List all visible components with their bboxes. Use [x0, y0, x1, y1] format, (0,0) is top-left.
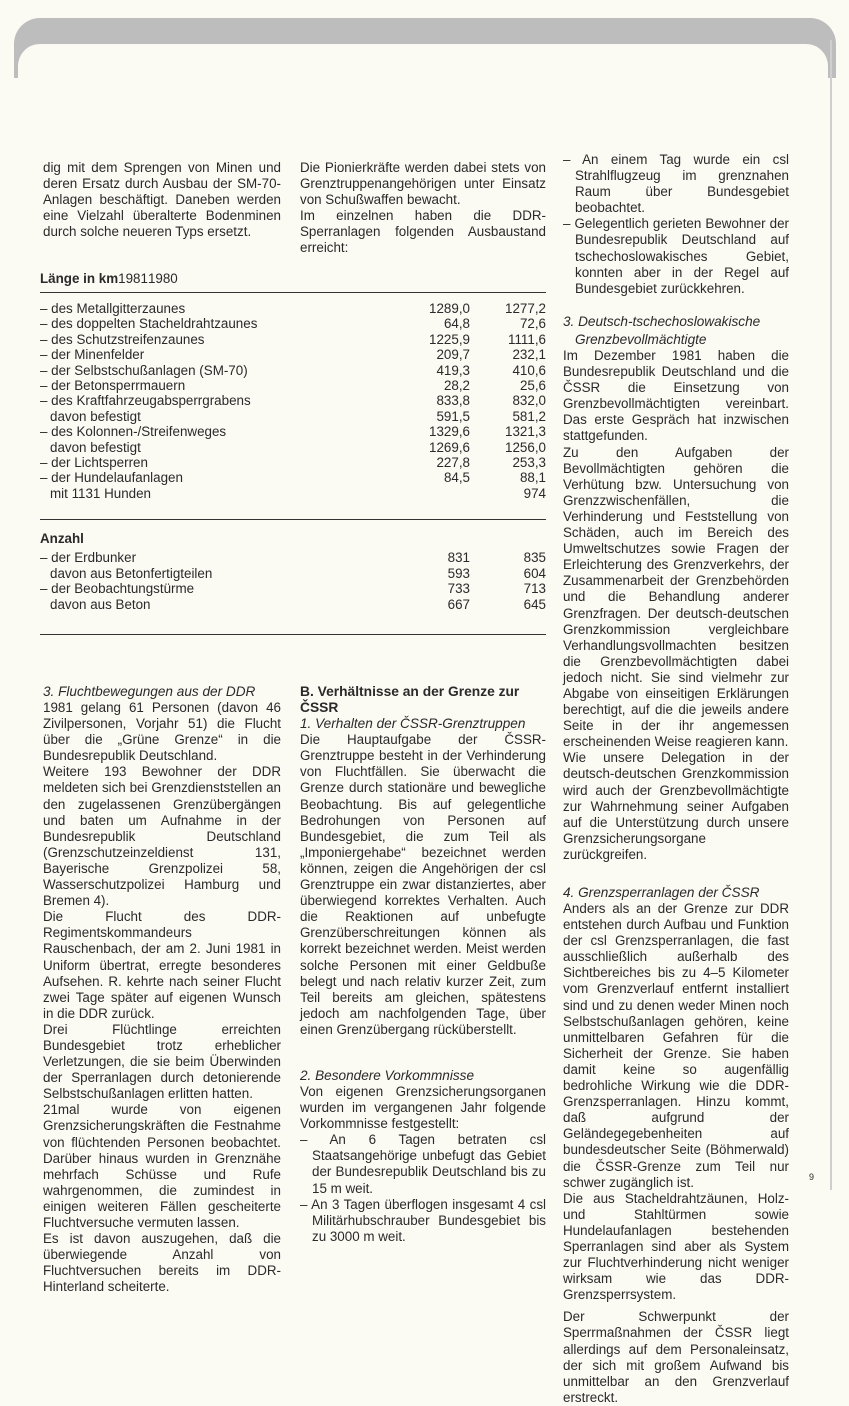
value-1981: 1289,0 — [429, 301, 470, 316]
col2-top-text — [300, 160, 546, 257]
paragraph: Es ist davon auszugehen, daß die überwiegende Anzahl von Fluchtversuchen bereits im DDR-Hinterland scheiterte. — [43, 1231, 281, 1295]
value-1981: 831 — [447, 550, 470, 566]
value-1981: 1269,6 — [429, 439, 470, 455]
row-label: – der Betonsperrmauern — [40, 378, 186, 394]
divider — [40, 292, 546, 293]
value-1980: 1277,2 — [505, 301, 546, 316]
page-number: 9 — [809, 1172, 815, 1182]
paragraph: Zu den Aufgaben der Bevollmächtigten gehören die Verhütung bzw. Untersuchung von Grenzzwischenfällen, die Verhinderung und Feststellung von Schäden, auch im Bereich des Umweltschutzes sowie Fragen der Erleichterung des Grenzverkehrs, der Zusammenarbeit der Grenzbehörden und die Behandlung anderer Grenzfragen. Der deutsch-deutschen Grenzkommission vergleichbare Verhandlungsvollmachten besitzen die Grenzbevollmächtigten dabei jedoch nicht. Sie sind vielmehr zur Abgabe von einseitigen Erklärungen berechtigt, auf die die jeweils andere Seite in der ihr angemessen erscheinenden Weise reagieren kann. — [563, 444, 789, 750]
row-label: – des Metallgitterzaunes — [40, 301, 186, 316]
list-item: – An einem Tag wurde ein csl Strahlflugzeug im grenznahen Raum über Bundesgebiet beobachtet. — [563, 152, 789, 216]
col1-top-text — [43, 160, 281, 240]
paragraph: Die Pionierkräfte werden dabei stets von Grenztruppenangehörigen unter Einsatz von Schußwaffen bewacht. — [300, 160, 546, 208]
subsection-heading: 2. Besondere Vorkommnisse — [300, 1067, 475, 1083]
section-title: Anzahl — [40, 530, 84, 546]
column-header-1980: 1980 — [147, 270, 178, 286]
row-label: – des doppelten Stacheldrahtzaunes — [40, 316, 258, 332]
section-heading: Grenzbevollmächtigte — [575, 332, 707, 347]
paragraph: Die Hauptaufgabe der ČSSR-Grenztruppe besteht in der Verhinderung von Fluchtfällen. Sie überwacht die Grenze durch stationäre und bewegliche Beobachtung. Bis auf gelegentliche Bedrohungen von Personen auf Bundesgebiet, die zum Teil als „Imponiergehabe“ bezeichnet werden können, zeigen die Angehörigen der csl Grenztruppe ein zwar distanziertes, aber überwiegend korrektes Verhalten. Auch die Reaktionen auf unbefugte Grenzüberschreitungen können als korrekt bezeichnet werden. Meist werden solche Personen mit einer Geldbuße belegt und nach relativ kurzer Zeit, zum Teil bereits am gleichen, spätestens jedoch am nachfolgenden Tage, über einen Grenzübergang rücküberstellt. — [300, 732, 546, 1037]
paragraph: dig mit dem Sprengen von Minen und deren Ersatz durch Ausbau der SM-70-Anlagen beschäftigt. Daneben werden eine Vielzahl überalterte Bodenminen durch solche neueren Typs ersetzt. — [43, 160, 281, 240]
row-label: – der Minenfelder — [40, 347, 145, 363]
list-item: – Gelegentlich gerieten Bewohner der Bundesrepublik Deutschland auf tschechoslowakisches Gebiet, konnten aber in der Regel auf Bundesgebiet zurückkehren. — [563, 216, 789, 296]
paragraph: Im einzelnen haben die DDR-Sperranlagen folgenden Ausbaustand erreicht: — [300, 208, 546, 256]
table-row — [40, 393, 546, 408]
row-label: – des Kraftfahrzeugabsperrgrabens — [40, 393, 251, 409]
paragraph: Drei Flüchtlinge erreichten Bundesgebiet trotz erheblicher Verletzungen, die sie beim Überwinden der Sperranlagen durch detonierende Selbstschußanlagen erlitten hatten. — [43, 1021, 281, 1102]
row-label: davon aus Betonfertigteilen — [50, 565, 213, 581]
list-item: – An 3 Tagen überflogen insgesamt 4 csl Militärhubschrauber Bundesgebiet bis zu 3000 m weit. — [300, 1196, 546, 1244]
paragraph: Die Flucht des DDR-Regimentskommandeurs Rauschenbach, der am 2. Juni 1981 in Uniform übertrat, erregte besonderes Aufsehen. R. kehrte nach seiner Flucht zwei Tage später auf eigenen Wunsch in die DDR zurück. — [43, 909, 281, 1021]
value-1981: 209,7 — [436, 347, 470, 363]
section-heading: 3. Deutsch-tschechoslowakische — [563, 314, 761, 329]
value-1981: 593 — [447, 565, 470, 581]
row-label: – des Schutzstreifenzaunes — [40, 331, 205, 347]
table-row — [40, 566, 546, 581]
barrier-statistics-table — [40, 262, 546, 643]
section-heading: 3. Fluchtbewegungen aus der DDR — [43, 684, 256, 699]
value-1981: 419,3 — [436, 362, 470, 378]
list-item: – An 6 Tagen betraten csl Staatsangehörige unbefugt das Gebiet der Bundesrepublik Deutschland bis zu 15 m weit. — [300, 1132, 546, 1196]
subsection-heading: 1. Verhalten der ČSSR-Grenztruppen — [300, 716, 526, 732]
row-label: – der Lichtsperren — [40, 455, 148, 471]
paragraph: Anders als an der Grenze zur DDR entstehen durch Aufbau und Funktion der csl Grenzsperranlagen, die fast ausschließlich außerhalb des Sichtbereiches bis zu 4–5 Kilometer vom Grenzverlauf entfernt installiert sind und zu denen weder Minen noch Selbstschußanlagen gehören, keine unmittelbaren Gefahren für die Sicherheit der Grenze. Sie haben damit keine so augenfällig bedrohliche Wirkung wie die DDR-Grenzsperranlagen. Hinzu kommt, daß aufgrund der Geländegegebenheiten auf bundesdeutscher Seite (Böhmerwald) die ČSSR-Grenze zum Teil nur schwer zugänglich ist. — [563, 901, 789, 1190]
table-row — [40, 550, 546, 565]
value-1980: 253,3 — [512, 455, 546, 471]
value-1980: 88,1 — [519, 470, 546, 486]
row-label: mit 1131 Hunden — [50, 485, 151, 501]
table-row — [40, 440, 546, 455]
table-row — [40, 424, 546, 439]
value-1980: 1111,6 — [508, 331, 546, 347]
value-1980: 581,2 — [512, 408, 546, 424]
section-grenzbevollmaechtigte — [563, 314, 789, 1406]
table-row — [40, 332, 546, 347]
paragraph: Wie unsere Delegation in der deutsch-deutschen Grenzkommission wird auch der Grenzbevollmächtigte zur Wahrnehmung seiner Aufgaben auf die Unterstützung durch unsere Grenzsicherungsorgane zurückgreifen. — [563, 750, 789, 862]
section-heading: B. Verhältnisse an der Grenze zur ČSSR — [300, 684, 520, 716]
paragraph: Der Schwerpunkt der Sperrmaßnahmen der ČSSR liegt allerdings auf dem Personaleinsatz, der sich mit großem Aufwand bis unmittelbar an den Grenzverlauf erstreckt. — [563, 1309, 789, 1405]
section-fluchtbewegungen — [43, 684, 281, 1295]
section-title: Länge in km — [40, 270, 119, 286]
divider — [40, 519, 546, 520]
value-1980: 645 — [523, 596, 546, 612]
table-row — [40, 378, 546, 393]
value-1981: 733 — [447, 581, 470, 597]
table-section-length — [40, 301, 546, 501]
value-1981 — [410, 486, 470, 501]
row-label: davon befestigt — [50, 439, 141, 455]
row-label: – der Erdbunker — [40, 550, 137, 566]
section-cssr — [300, 684, 546, 1245]
paragraph: 1981 gelang 61 Personen (davon 46 Zivilpersonen, Vorjahr 51) die Flucht über die „Grüne Grenze“ in die Bundesrepublik Deutschland. — [43, 700, 281, 764]
col3-top-text — [563, 152, 789, 297]
value-1981: 84,5 — [443, 470, 470, 486]
value-1980: 410,6 — [512, 362, 546, 378]
row-label: – der Beobachtungstürme — [40, 581, 195, 597]
table-row — [40, 470, 546, 485]
row-label: davon aus Beton — [50, 596, 151, 612]
page-header-inner — [18, 44, 828, 164]
table-row — [40, 581, 546, 596]
divider — [40, 634, 546, 635]
page-edge-rule — [830, 40, 832, 1190]
table-row — [40, 363, 546, 378]
table-row — [40, 597, 546, 612]
value-1981: 1329,6 — [429, 424, 470, 440]
row-label: – der Hundelaufanlagen — [40, 470, 183, 486]
table-header — [40, 262, 546, 286]
section-heading: 4. Grenzsperranlagen der ČSSR — [563, 885, 760, 900]
row-label: – des Kolonnen-/Streifenweges — [40, 424, 227, 440]
paragraph: 21mal wurde von eigenen Grenzsicherungskräften die Festnahme von flüchtenden Personen beobachtet. Darüber hinaus wurden in Grenznähe mehrfach Schüsse und Rufe wahrgenommen, die zumindest in einigen weiteren Fällen gescheiterte Fluchtversuche vermuten lassen. — [43, 1102, 281, 1230]
table-row — [40, 301, 546, 316]
paragraph: Von eigenen Grenzsicherungsorganen wurden im vergangenen Jahr folgende Vorkommnisse festgestellt: — [300, 1083, 546, 1132]
value-1980: 713 — [523, 581, 546, 597]
table-row — [40, 455, 546, 470]
value-1980: 232,1 — [512, 347, 546, 363]
value-1980: 974 — [523, 485, 546, 501]
value-1981: 28,2 — [443, 378, 470, 394]
paragraph: Weitere 193 Bewohner der DDR meldeten sich bei Grenzdienststellen an den zugelassenen Grenzübergängen und baten um Aufnahme in der Bundesrepublik Deutschland (Grenzschutzeinzeldienst 131, Bayerische Grenzpolizei 58, Wasserschutzpolizei Hamburg und Bremen 4). — [43, 764, 281, 909]
paragraph: Im Dezember 1981 haben die Bundesrepublik Deutschland und die ČSSR die Einsetzung von Grenzbevollmächtigten vereinbart. Das erste Gespräch hat inzwischen stattgefunden. — [563, 348, 789, 444]
value-1980: 604 — [523, 565, 546, 581]
table-row — [40, 347, 546, 362]
value-1980: 72,6 — [519, 316, 546, 332]
value-1981: 667 — [447, 596, 470, 612]
value-1981: 1225,9 — [429, 331, 470, 347]
row-label: davon befestigt — [50, 408, 141, 424]
table-section-count — [40, 550, 546, 612]
value-1981: 227,8 — [436, 455, 470, 471]
value-1980: 25,6 — [519, 378, 546, 394]
value-1980: 832,0 — [512, 393, 546, 409]
value-1980: 1321,3 — [505, 424, 546, 440]
value-1981: 591,5 — [436, 408, 470, 424]
table-row — [40, 409, 546, 424]
value-1980: 835 — [523, 550, 546, 566]
value-1981: 64,8 — [443, 316, 470, 332]
table-header-count — [40, 528, 546, 546]
value-1981: 833,8 — [436, 393, 470, 409]
paragraph: Die aus Stacheldrahtzäunen, Holz- und Stahltürmen sowie Hundelaufanlagen bestehenden Sperranlagen sind aber als System zur Fluchtverhinderung nicht weniger wirksam wie das DDR-Grenzsperrsystem. — [563, 1190, 789, 1303]
value-1980: 1256,0 — [505, 439, 546, 455]
row-label: – der Selbstschußanlagen (SM-70) — [40, 362, 248, 378]
table-row — [40, 316, 546, 331]
column-header-1981: 1981 — [118, 270, 148, 286]
table-row — [40, 486, 546, 501]
